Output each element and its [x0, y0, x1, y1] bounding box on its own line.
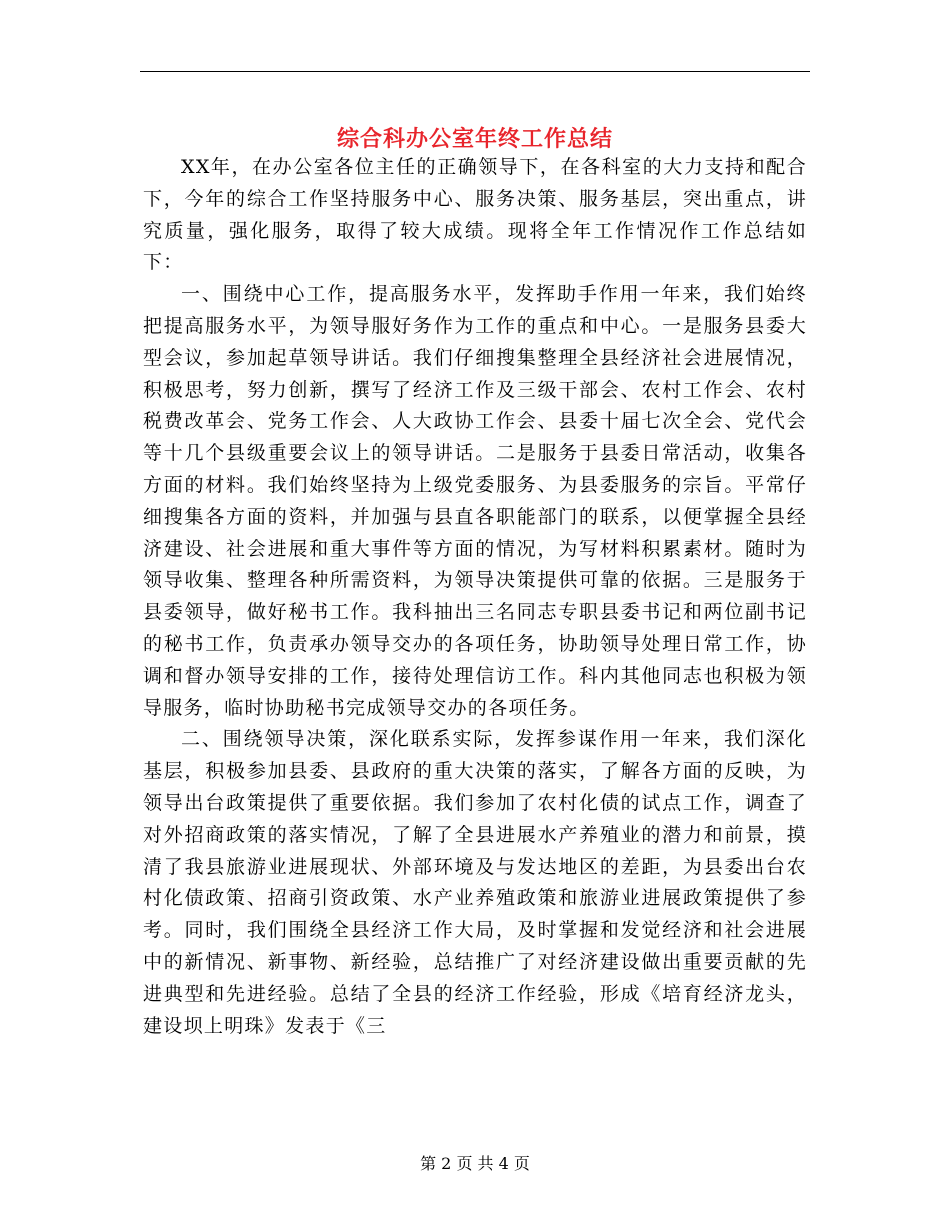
paragraph-section-one: 一、围绕中心工作，提高服务水平，发挥助手作用一年来，我们始终把提高服务水平，为领导服好务作为工作的重点和中心。一是服务县委大型会议，参加起草领导讲话。我们仔细搜集整理全县经济社会进展情况，积极思考，努力创新，撰写了经济工作及三级干部会、农村工作会、农村税费改革会、党务工作会、人大政协工作会、县委十届七次全会、党代会等十几个县级重要会议上的领导讲话。二是服务于县委日常活动，收集各方面的材料。我们始终坚持为上级党委服务、为县委服务的宗旨。平常仔细搜集各方面的资料，并加强与县直各职能部门的联系，以便掌握全县经济建设、社会进展和重大事件等方面的情况，为写材料积累素材。随时为领导收集、整理各种所需资料，为领导决策提供可靠的依据。三是服务于县委领导，做好秘书工作。我科抽出三名同志专职县委书记和两位副书记的秘书工作，负责承办领导交办的各项任务，协助领导处理日常工作，协调和督办领导安排的工作，接待处理信访工作。科内其他同志也积极为领导服务，临时协助秘书完成领导交办的各项任务。 — [143, 283, 807, 719]
paragraph-intro: XX年，在办公室各位主任的正确领导下，在各科室的大力支持和配合下，今年的综合工作坚持服务中心、服务决策、服务基层，突出重点，讲究质量，强化服务，取得了较大成绩。现将全年工作情况作工作总结如下： — [143, 156, 807, 274]
paragraph-section-two: 二、围绕领导决策，深化联系实际，发挥参谋作用一年来，我们深化基层，积极参加县委、县政府的重大决策的落实，了解各方面的反映，为领导出台政策提供了重要依据。我们参加了农村化债的试点工作，调查了对外招商政策的落实情况，了解了全县进展水产养殖业的潜力和前景，摸清了我县旅游业进展现状、外部环境及与发达地区的差距，为县委出台农村化债政策、招商引资政策、水产业养殖政策和旅游业进展政策提供了参考。同时，我们围绕全县经济工作大局，及时掌握和发觉经济和社会进展中的新情况、新事物、新经验，总结推广了对经济建设做出重要贡献的先进典型和先进经验。总结了全县的经济工作经验，形成《培育经济龙头，建设坝上明珠》发表于《三 — [143, 728, 807, 1037]
document-title: 综合科办公室年终工作总结 — [336, 125, 613, 152]
document-body — [143, 152, 807, 1042]
header-rule — [140, 71, 810, 72]
page-number-footer: 第 2 页 共 4 页 — [420, 1154, 530, 1173]
